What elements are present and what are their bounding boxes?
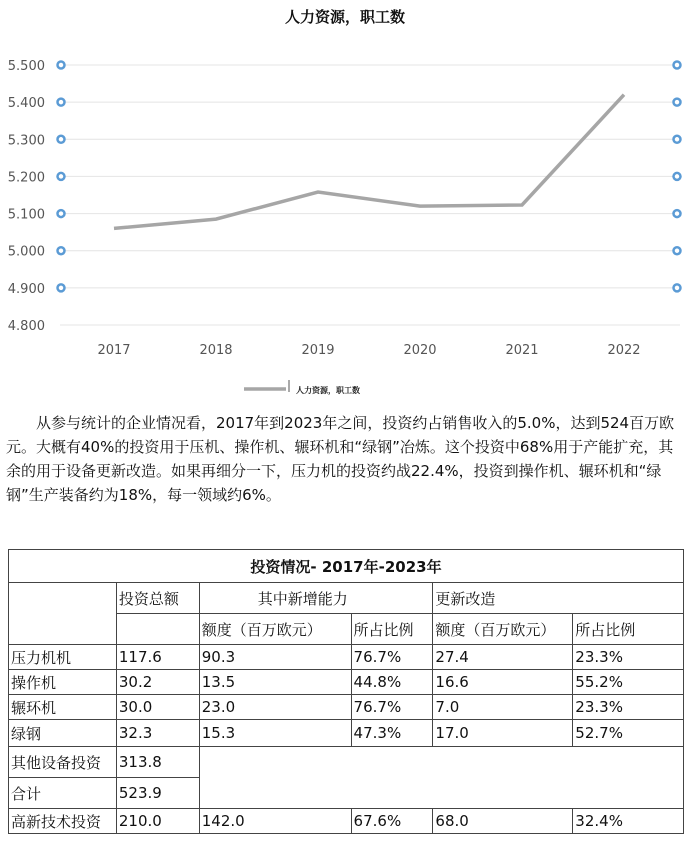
y-tick-label: 5.400 <box>7 96 45 112</box>
gridline-handle <box>674 99 681 106</box>
paragraph-text: 从参与统计的企业情况看，2017年到2023年之间，投资约占销售收入的5.0%，达到524百万欧元。大概有40%的投资用于压机、操作机、辗环机和“绿钢”冶炼。这个投资中68%用于产能扩充，其余的用于设备更新改造。如果再细分一下，压力机的投资约战22.4%，投资到操作机、辗环机和“绿钢”生产装备约为18%，每一领域约6%。 <box>6 414 675 504</box>
row-total: 32.3 <box>116 720 199 747</box>
row-blank <box>199 747 683 778</box>
body-paragraph <box>6 411 686 507</box>
row-renew-amount: 7.0 <box>433 695 573 720</box>
investment-table <box>8 549 684 834</box>
gridline-handle <box>674 136 681 143</box>
row-renew-share: 52.7% <box>573 720 684 747</box>
row-new-share: 76.7% <box>351 695 433 720</box>
row-renew-amount: 17.0 <box>433 720 573 747</box>
header-blank <box>9 583 117 645</box>
header-new-capacity: 其中新增能力 <box>199 583 433 614</box>
row-new-amount: 15.3 <box>199 720 351 747</box>
row-new-share: 76.7% <box>351 645 433 670</box>
row-total: 30.2 <box>116 670 199 695</box>
table-row-hitech <box>9 809 684 834</box>
row-total: 523.9 <box>116 778 199 809</box>
row-renew-share: 23.3% <box>573 645 684 670</box>
table-row <box>9 695 684 720</box>
header-new-share: 所占比例 <box>351 614 433 645</box>
table-row <box>9 645 684 670</box>
y-tick-label: 5.000 <box>7 244 45 260</box>
row-new-share: 67.6% <box>351 809 433 834</box>
table-row-other <box>9 747 684 778</box>
gridline-handle <box>58 247 65 254</box>
row-renew-share: 32.4% <box>573 809 684 834</box>
gridline-handle <box>58 284 65 291</box>
row-total: 313.8 <box>116 747 199 778</box>
y-tick-label: 4.900 <box>7 281 45 297</box>
row-name: 压力机机 <box>9 645 117 670</box>
chart-title: 人力资源，职工数 <box>284 8 405 26</box>
row-total: 210.0 <box>116 809 199 834</box>
x-tick-label: 2021 <box>505 343 539 358</box>
table-row <box>9 670 684 695</box>
header-renew-share: 所占比例 <box>573 614 684 645</box>
row-new-amount: 90.3 <box>199 645 351 670</box>
gridline-handle <box>58 62 65 69</box>
y-tick-label: 5.200 <box>7 170 45 186</box>
row-renew-share: 55.2% <box>573 670 684 695</box>
row-new-share: 47.3% <box>351 720 433 747</box>
header-new-amount: 额度（百万欧元） <box>199 614 351 645</box>
y-tick-label: 5.300 <box>7 133 45 149</box>
y-tick-label: 5.100 <box>7 207 45 223</box>
x-tick-label: 2018 <box>199 343 233 358</box>
y-tick-label: 4.800 <box>7 319 45 334</box>
row-name: 辗环机 <box>9 695 117 720</box>
row-name: 高新技术投资 <box>9 809 117 834</box>
table-title: 投资情况- 2017年-2023年 <box>9 550 684 583</box>
header-total-blank <box>116 614 199 645</box>
header-renew-amount: 额度（百万欧元） <box>433 614 573 645</box>
table-row <box>9 720 684 747</box>
row-renew-share: 23.3% <box>573 695 684 720</box>
x-tick-label: 2019 <box>301 343 335 358</box>
gridline-handle <box>58 136 65 143</box>
row-name: 绿钢 <box>9 720 117 747</box>
row-blank <box>199 778 683 809</box>
gridline-handle <box>674 247 681 254</box>
x-tick-label: 2017 <box>97 343 131 358</box>
row-new-amount: 142.0 <box>199 809 351 834</box>
row-new-amount: 13.5 <box>199 670 351 695</box>
row-new-share: 44.8% <box>351 670 433 695</box>
x-tick-label: 2022 <box>607 343 641 358</box>
header-renewal: 更新改造 <box>433 583 684 614</box>
gridline-handle <box>674 210 681 217</box>
row-name: 合计 <box>9 778 117 809</box>
gridline-handle <box>674 173 681 180</box>
gridline-handle <box>58 99 65 106</box>
row-renew-amount: 27.4 <box>433 645 573 670</box>
legend <box>244 380 360 396</box>
y-tick-label: 5.500 <box>7 59 45 74</box>
row-new-amount: 23.0 <box>199 695 351 720</box>
gridline-handle <box>58 210 65 217</box>
row-name: 操作机 <box>9 670 117 695</box>
x-tick-label: 2020 <box>403 343 437 358</box>
gridline-handle <box>674 284 681 291</box>
row-total: 117.6 <box>116 645 199 670</box>
header-total: 投资总额 <box>116 583 199 614</box>
line-chart <box>0 40 690 400</box>
legend-label: 人力资源，职工数 <box>296 386 360 395</box>
gridline-handle <box>58 173 65 180</box>
table-row-sum <box>9 778 684 809</box>
row-name: 其他设备投资 <box>9 747 117 778</box>
series-line <box>114 95 624 229</box>
row-renew-amount: 68.0 <box>433 809 573 834</box>
row-total: 30.0 <box>116 695 199 720</box>
gridline-handle <box>674 62 681 69</box>
row-renew-amount: 16.6 <box>433 670 573 695</box>
